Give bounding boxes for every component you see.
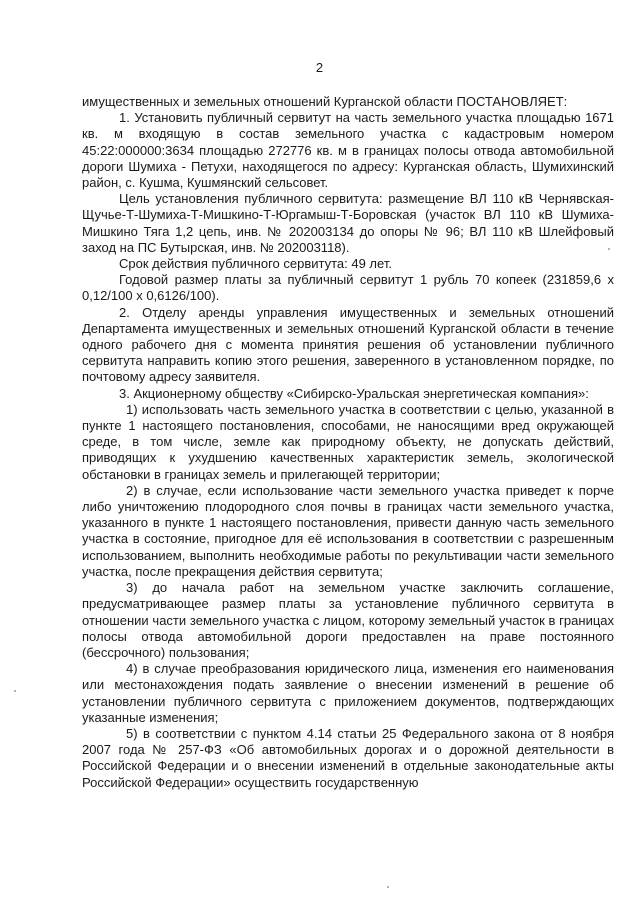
paragraph-clause-1: 1. Установить публичный сервитут на часть земельного участка площадью 1671 кв. м входящую в состав земельного участка с кадастровым номером 45:22:000000:3634 площадью 272776 кв. м в границах полосы отвода автомобильной дороги Шумиха - Петухи, находящегося по адресу: Курганская область, Шумихинский район, с. Кушма, Кушмянский сельсовет. [82,110,614,191]
paragraph-clause-3: 3. Акционерному обществу «Сибирско-Уральская энергетическая компания»: [119,385,589,401]
paragraph-clause-2: 2. Отделу аренды управления имущественных и земельных отношений Департамента имущественных и земельных отношений Курганской области в течение одного рабочего дня с момента принятия решения об установлении публичного сервитута направить копию этого решения, заверенного в установленном порядке, по почтовому адресу заявителя. [82,304,614,385]
scan-speck [608,248,610,250]
paragraph-subclause-2: 2) в случае, если использование части земельного участка приведет к порче либо уничтожению плодородного слоя почвы в границах части земельного участка, указанного в пункте 1 настоящего постановления, привести данную часть земельного участка в состояние, пригодное для её использования в соответствии с разрешенным использованием, выполнить необходимые работы по рекультивации части земельного участка, после прекращения действия сервитута; [82,482,614,579]
paragraph-subclause-5: 5) в соответствии с пунктом 4.14 статьи 25 Федерального закона от 8 ноября 2007 года № 257-ФЗ «Об автомобильных дорогах и о дорожной деятельности в Российской Федерации и о внесении изменений в отдельные законодательные акты Российской Федерации» осуществить государственную [82,725,614,790]
paragraph-servitude-purpose: Цель установления публичного сервитута: размещение ВЛ 110 кВ Чернявская-Щучье-Т-Шумиха-Т-Мишкино-Т-Юргамыш-Т-Боровская (участок ВЛ 110 кВ Шумиха-Мишкино Тяга 1,2 цепь, инв. № 202003134 до опоры № 96; ВЛ 110 кВ Шлейфовый заход на ПС Бутырская, инв. № 202003118). [82,191,614,255]
paragraph-subclause-4: 4) в случае преобразования юридического лица, изменения его наименования или местонахождения подать заявление о внесении изменений в решение об установлении публичного сервитута с приложением документов, подтверждающих указанные изменения; [82,661,614,725]
page-number: 2 [315,60,324,75]
paragraph-continuation: имущественных и земельных отношений Курганской области ПОСТАНОВЛЯЕТ: [82,94,568,109]
paragraph-subclause-1: 1) использовать часть земельного участка в соответствии с целью, указанной в пункте 1 настоящего постановления, способами, не наносящими вред окружающей среде, в том числе, земле как природному объекту, не допускать действий, приводящих к ухудшению качественных характеристик земель, экологической обстановки в границах земель и прилегающей территории; [82,401,614,482]
paragraph-subclause-3: 3) до начала работ на земельном участке заключить соглашение, предусматривающее размер платы за установление публичного сервитута в отношении части земельного участка с лицом, которому земельный участок в границах полосы отвода автомобильной дороги предоставлен на праве постоянного (бессрочного) пользования; [82,580,614,660]
document-body [82,94,614,791]
paragraph-servitude-term: Срок действия публичного сервитута: 49 лет. [119,256,392,272]
paragraph-annual-fee: Годовой размер платы за публичный сервитут 1 рубль 70 копеек (231859,6 х 0,12/100 х 0,6126/100). [82,272,614,304]
scan-speck [14,690,16,692]
scan-speck [387,886,389,888]
